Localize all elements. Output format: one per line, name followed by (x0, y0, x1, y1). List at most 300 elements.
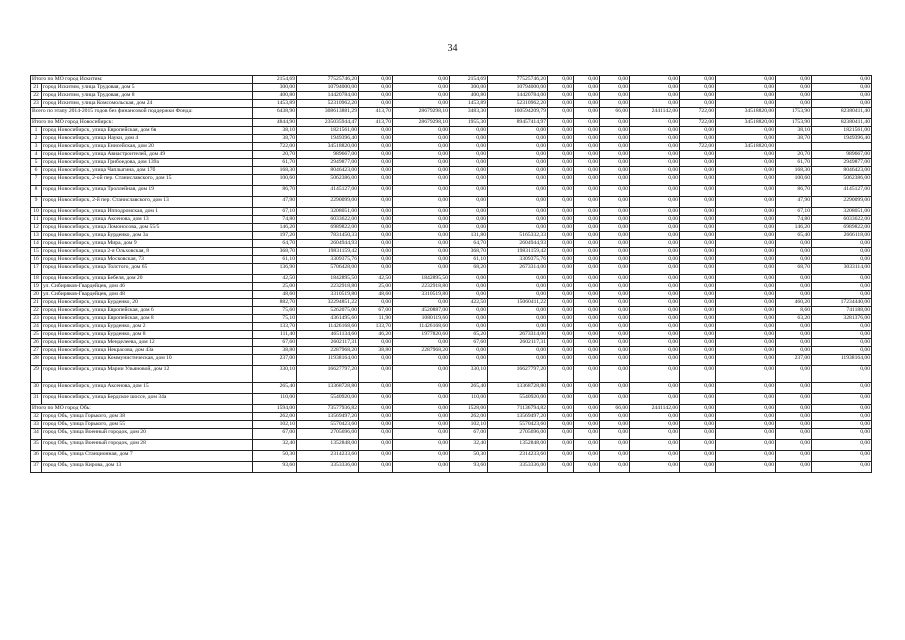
value-cell: 0,00 (548, 339, 574, 347)
value-cell: 0,00 (600, 323, 630, 331)
value-cell: 0,00 (630, 240, 680, 248)
value-cell: 5570423,60 (297, 421, 359, 429)
value-cell: 0,00 (716, 413, 776, 421)
value-cell: 19831159,42 (297, 248, 359, 256)
value-cell: 0,00 (488, 159, 548, 167)
value-cell: 0,00 (548, 159, 574, 167)
value-cell: 330,10 (253, 366, 297, 383)
value-cell: 1594,00 (253, 405, 297, 413)
row-number: 8 (31, 186, 42, 197)
value-cell: 32,40 (253, 440, 297, 451)
row-number: 18 (31, 275, 42, 283)
value-cell: 2290099,00 (812, 197, 872, 208)
value-cell: 0,00 (630, 315, 680, 323)
value-cell: 10794000,00 (297, 84, 359, 92)
address-cell: город Новосибирск, улица Чаплыгина, дом 17б (42, 167, 253, 175)
value-cell: 0,00 (359, 339, 393, 347)
address-cell: ул. Сибиряков-Гвардейцев, дом 46 (42, 283, 253, 291)
value-cell: 0,00 (359, 92, 393, 100)
value-cell: 34518820,00 (297, 143, 359, 151)
value-cell: 0,00 (716, 92, 776, 100)
value-cell: 0,00 (548, 197, 574, 208)
row-number: 14 (31, 240, 42, 248)
value-cell: 0,00 (716, 383, 776, 394)
table-row (31, 248, 872, 256)
address-cell: город Новосибирск, улица Московская, 73 (42, 256, 253, 264)
value-cell: 0,00 (574, 240, 600, 248)
value-cell: 0,00 (548, 151, 574, 159)
value-cell: 0,00 (776, 339, 812, 347)
value-cell: 0,00 (776, 429, 812, 440)
value-cell: 4520887,00 (393, 307, 450, 315)
value-cell: 0,00 (359, 429, 393, 440)
table-row (31, 291, 872, 299)
value-cell: 0,00 (680, 331, 716, 339)
summary-row (31, 119, 872, 127)
value-cell: 0,00 (393, 197, 450, 208)
value-cell: 1453,89 (450, 100, 488, 108)
value-cell: 0,00 (359, 216, 393, 224)
value-cell: 4651134,60 (297, 331, 359, 339)
value-cell: 0,00 (393, 451, 450, 462)
value-cell: 136,90 (253, 264, 297, 275)
value-cell: 0,00 (393, 248, 450, 256)
value-cell: 0,00 (630, 451, 680, 462)
address-cell: город Новосибирск, улица Бердское шоссе, дом 34а (42, 394, 253, 405)
value-cell: 0,00 (630, 383, 680, 394)
value-cell: 2287968,20 (297, 347, 359, 355)
value-cell: 38,10 (776, 127, 812, 135)
value-cell: 38,10 (253, 127, 297, 135)
value-cell: 0,00 (488, 224, 548, 232)
value-cell: 0,00 (680, 186, 716, 197)
value-cell: 0,00 (574, 275, 600, 283)
value-cell: 1842895,50 (297, 275, 359, 283)
value-cell: 0,00 (600, 256, 630, 264)
value-cell: 0,00 (812, 339, 872, 347)
value-cell: 0,00 (393, 405, 450, 413)
value-cell: 0,00 (574, 224, 600, 232)
value-cell: 0,00 (630, 413, 680, 421)
value-cell: 65,40 (776, 232, 812, 240)
value-cell: 48,60 (253, 291, 297, 299)
value-cell: 0,00 (359, 355, 393, 366)
value-cell: 0,00 (548, 440, 574, 451)
value-cell: 0,00 (680, 197, 716, 208)
value-cell: 25,00 (359, 283, 393, 291)
value-cell: 17234440,00 (812, 299, 872, 307)
value-cell: 0,00 (600, 383, 630, 394)
value-cell: 0,00 (450, 283, 488, 291)
value-cell: 0,00 (716, 440, 776, 451)
value-cell: 0,00 (393, 216, 450, 224)
value-cell: 3353336,00 (488, 462, 548, 473)
value-cell: 0,00 (600, 216, 630, 224)
value-cell: 0,00 (680, 451, 716, 462)
value-cell: 0,00 (574, 151, 600, 159)
row-number: 17 (31, 264, 42, 275)
value-cell: 0,00 (574, 451, 600, 462)
value-cell: 0,00 (630, 366, 680, 383)
value-cell: 0,00 (488, 291, 548, 299)
value-cell: 0,00 (488, 355, 548, 366)
value-cell: 0,00 (716, 347, 776, 355)
table-row (31, 429, 872, 440)
value-cell: 0,00 (393, 127, 450, 135)
row-number: 30 (31, 383, 42, 394)
value-cell: 86,70 (253, 186, 297, 197)
value-cell: 93,60 (450, 462, 488, 473)
value-cell: 0,00 (600, 127, 630, 135)
table-row (31, 240, 872, 248)
address-cell: город Обь, улица Горького, дом 55 (42, 421, 253, 429)
table-row (31, 143, 872, 151)
value-cell: 0,00 (488, 135, 548, 143)
value-cell: 0,00 (716, 135, 776, 143)
value-cell: 46,20 (359, 331, 393, 339)
value-cell: 110,00 (253, 394, 297, 405)
value-cell: 0,00 (574, 440, 600, 451)
value-cell: 0,00 (393, 256, 450, 264)
value-cell: 5062386,00 (812, 175, 872, 186)
value-cell: 0,00 (574, 84, 600, 92)
value-cell: 0,00 (359, 151, 393, 159)
value-cell: 4145127,00 (812, 186, 872, 197)
value-cell: 0,00 (812, 248, 872, 256)
value-cell: 0,00 (630, 151, 680, 159)
value-cell: 300,00 (450, 84, 488, 92)
value-cell: 2705696,00 (297, 429, 359, 440)
value-cell: 0,00 (600, 264, 630, 275)
value-cell: 0,00 (630, 429, 680, 440)
value-cell: 0,00 (359, 413, 393, 421)
value-cell: 3208051,00 (812, 208, 872, 216)
value-cell: 13368728,80 (297, 383, 359, 394)
table-row (31, 366, 872, 383)
row-number: 2 (31, 135, 42, 143)
value-cell: 0,00 (630, 216, 680, 224)
value-cell: 0,00 (680, 275, 716, 283)
value-cell: 0,00 (548, 264, 574, 275)
value-cell: 0,00 (600, 307, 630, 315)
address-cell: ул. Сибиряков-Гвардейцев, дом 48 (42, 291, 253, 299)
value-cell: 67,60 (253, 339, 297, 347)
value-cell: 0,00 (393, 366, 450, 383)
value-cell: 67,10 (776, 208, 812, 216)
value-cell: 11938164,00 (812, 355, 872, 366)
value-cell: 2673314,00 (488, 264, 548, 275)
value-cell: 0,00 (393, 151, 450, 159)
value-cell: 0,00 (393, 76, 450, 84)
address-cell: город Новосибирск, улица Ипподромская, дом 1 (42, 208, 253, 216)
value-cell: 0,00 (812, 291, 872, 299)
value-cell: 66,00 (600, 108, 630, 119)
value-cell: 0,00 (600, 299, 630, 307)
value-cell: 1821561,00 (297, 127, 359, 135)
value-cell: 0,00 (359, 167, 393, 175)
value-cell: 0,00 (716, 405, 776, 413)
value-cell: 0,00 (600, 232, 630, 240)
value-cell: 13569497,20 (297, 413, 359, 421)
value-cell: 0,00 (716, 76, 776, 84)
value-cell: 0,00 (630, 135, 680, 143)
value-cell: 6033622,00 (297, 216, 359, 224)
row-number: 3 (31, 143, 42, 151)
value-cell: 0,00 (450, 307, 488, 315)
value-cell: 0,00 (680, 394, 716, 405)
value-cell: 0,00 (359, 394, 393, 405)
value-cell: 0,00 (574, 76, 600, 84)
value-cell: 2604944,93 (297, 240, 359, 248)
address-cell: город Новосибирск, улица Науки, дом 4 (42, 135, 253, 143)
value-cell: 11,90 (359, 315, 393, 323)
value-cell: 0,00 (716, 299, 776, 307)
value-cell: 0,00 (548, 119, 574, 127)
value-cell: 0,00 (776, 394, 812, 405)
value-cell: 0,00 (548, 143, 574, 151)
value-cell: 0,00 (812, 76, 872, 84)
value-cell: 2154,69 (253, 76, 297, 84)
value-cell: 0,00 (359, 186, 393, 197)
value-cell: 0,00 (630, 92, 680, 100)
value-cell: 0,00 (716, 421, 776, 429)
value-cell: 0,00 (812, 283, 872, 291)
value-cell: 237,00 (253, 355, 297, 366)
value-cell: 368,70 (253, 248, 297, 256)
value-cell: 989667,00 (812, 151, 872, 159)
value-cell: 0,00 (600, 275, 630, 283)
value-cell: 0,00 (450, 127, 488, 135)
address-cell: город Новосибирск, 2-ой пер. Станиславского, дом 15 (42, 175, 253, 186)
table-row (31, 394, 872, 405)
address-cell: город Обь, улица Военный городок, дом 20 (42, 429, 253, 440)
value-cell: 0,00 (574, 216, 600, 224)
row-number: 16 (31, 256, 42, 264)
value-cell: 0,00 (548, 355, 574, 366)
value-cell: 0,00 (812, 451, 872, 462)
value-cell: 38,80 (359, 347, 393, 355)
value-cell: 0,00 (393, 440, 450, 451)
value-cell: 6438,90 (253, 108, 297, 119)
value-cell: 0,00 (630, 76, 680, 84)
address-cell: город Новосибирск, улица Бурденко, дом 3а (42, 232, 253, 240)
value-cell: 0,00 (776, 100, 812, 108)
value-cell: 0,00 (359, 264, 393, 275)
address-cell: город Новосибирск, улица Аксенова, дом 15 (42, 383, 253, 394)
value-cell: 1842895,50 (393, 275, 450, 283)
value-cell: 0,00 (680, 175, 716, 186)
value-cell: 0,00 (548, 232, 574, 240)
value-cell: 0,00 (600, 208, 630, 216)
value-cell: 0,00 (488, 216, 548, 224)
summary-row (31, 405, 872, 413)
value-cell: 262,00 (253, 413, 297, 421)
value-cell: 111,40 (253, 331, 297, 339)
row-number: 27 (31, 347, 42, 355)
table-row (31, 135, 872, 143)
value-cell: 0,00 (548, 175, 574, 186)
value-cell: 0,00 (680, 421, 716, 429)
value-cell: 2441142,00 (630, 108, 680, 119)
value-cell: 0,00 (680, 283, 716, 291)
value-cell: 0,00 (716, 197, 776, 208)
value-cell: 2949877,00 (812, 159, 872, 167)
row-number: 20 (31, 291, 42, 299)
value-cell: 0,00 (548, 394, 574, 405)
value-cell: 0,00 (630, 256, 680, 264)
value-cell: 3033114,00 (812, 264, 872, 275)
value-cell (812, 143, 872, 151)
row-number: 12 (31, 224, 42, 232)
value-cell: 0,00 (359, 76, 393, 84)
value-cell: 0,00 (450, 347, 488, 355)
value-cell: 0,00 (716, 275, 776, 283)
value-cell: 3310519,80 (297, 291, 359, 299)
value-cell: 0,00 (716, 248, 776, 256)
value-cell: 400,80 (253, 92, 297, 100)
value-cell: 38,70 (253, 135, 297, 143)
value-cell: 0,00 (716, 323, 776, 331)
value-cell: 0,00 (574, 108, 600, 119)
value-cell: 3309375,76 (488, 256, 548, 264)
value-cell: 0,00 (574, 127, 600, 135)
value-cell: 0,00 (600, 355, 630, 366)
value-cell: 0,00 (680, 135, 716, 143)
summary-row (31, 108, 872, 119)
row-number: 9 (31, 197, 42, 208)
value-cell: 13569497,20 (488, 413, 548, 421)
value-cell: 0,00 (574, 405, 600, 413)
value-cell: 0,00 (574, 366, 600, 383)
row-number: 31 (31, 394, 42, 405)
value-cell: 0,00 (812, 405, 872, 413)
value-cell: 0,00 (680, 299, 716, 307)
value-cell: 0,00 (776, 76, 812, 84)
value-cell: 0,00 (716, 224, 776, 232)
value-cell: 422,50 (450, 299, 488, 307)
address-cell: город Искитим, улица Трудовая, дом 8 (42, 92, 253, 100)
table-row (31, 167, 872, 175)
row-number: 7 (31, 175, 42, 186)
value-cell: 82380411,40 (812, 108, 872, 119)
value-cell: 0,00 (680, 240, 716, 248)
value-cell: 3353336,00 (297, 462, 359, 473)
value-cell: 0,00 (680, 339, 716, 347)
value-cell: 102,10 (450, 421, 488, 429)
value-cell: 0,00 (488, 151, 548, 159)
value-cell: 0,00 (548, 100, 574, 108)
value-cell: 0,00 (680, 167, 716, 175)
value-cell: 28679298,10 (393, 108, 450, 119)
value-cell: 0,00 (680, 366, 716, 383)
value-cell: 0,00 (574, 394, 600, 405)
value-cell: 65,20 (450, 331, 488, 339)
value-cell: 2314233,60 (488, 451, 548, 462)
value-cell: 2602117,31 (488, 339, 548, 347)
value-cell: 0,00 (450, 224, 488, 232)
row-number: 22 (31, 307, 42, 315)
value-cell: 14420784,00 (488, 92, 548, 100)
value-cell: 0,00 (548, 167, 574, 175)
table-row (31, 355, 872, 366)
value-cell: 0,00 (716, 339, 776, 347)
summary-label: Итого по МО город Новосибирск: (31, 119, 253, 127)
value-cell: 0,00 (680, 232, 716, 240)
table-row (31, 127, 872, 135)
table-row (31, 323, 872, 331)
value-cell: 0,00 (393, 240, 450, 248)
value-cell: 0,00 (812, 429, 872, 440)
value-cell: 0,00 (393, 100, 450, 108)
address-cell: город Новосибирск, улица Марии Ульяновой, дом 12 (42, 366, 253, 383)
value-cell: 0,00 (812, 84, 872, 92)
value-cell: 722,00 (680, 108, 716, 119)
value-cell: 0,00 (548, 224, 574, 232)
value-cell: 0,00 (812, 421, 872, 429)
value-cell: 1753,90 (776, 119, 812, 127)
row-number: 21 (31, 299, 42, 307)
value-cell: 0,00 (548, 216, 574, 224)
value-cell: 0,00 (776, 323, 812, 331)
value-cell: 237,00 (776, 355, 812, 366)
value-cell: 0,00 (716, 283, 776, 291)
value-cell: 77525746,20 (297, 76, 359, 84)
value-cell: 3483,30 (450, 108, 488, 119)
value-cell: 0,00 (812, 256, 872, 264)
value-cell: 0,00 (630, 323, 680, 331)
value-cell: 0,00 (716, 291, 776, 299)
value-cell: 11426168,60 (297, 323, 359, 331)
value-cell: 47,90 (253, 197, 297, 208)
row-number: 11 (31, 216, 42, 224)
value-cell: 722,00 (253, 143, 297, 151)
value-cell: 0,00 (776, 347, 812, 355)
value-cell: 0,00 (600, 159, 630, 167)
value-cell: 0,00 (359, 127, 393, 135)
value-cell: 0,00 (488, 175, 548, 186)
value-cell: 0,00 (574, 323, 600, 331)
value-cell: 0,00 (680, 92, 716, 100)
value-cell: 7831450,33 (297, 232, 359, 240)
value-cell: 8046423,00 (297, 167, 359, 175)
value-cell: 5165332,33 (488, 232, 548, 240)
value-cell: 0,00 (812, 331, 872, 339)
value-cell: 0,00 (600, 197, 630, 208)
row-number: 24 (31, 323, 42, 331)
table-row (31, 307, 872, 315)
value-cell: 0,00 (680, 440, 716, 451)
value-cell: 0,00 (450, 175, 488, 186)
value-cell: 0,00 (548, 405, 574, 413)
address-cell: город Новосибирск, улица Некрасова, дом 43а (42, 347, 253, 355)
value-cell: 11938164,00 (297, 355, 359, 366)
address-cell: город Новосибирск, улица Коммунистическая, дом 10 (42, 355, 253, 366)
value-cell: 0,00 (812, 366, 872, 383)
value-cell: 0,00 (393, 413, 450, 421)
value-cell: 722,00 (680, 119, 716, 127)
row-number: 29 (31, 366, 42, 383)
value-cell: 0,00 (450, 208, 488, 216)
value-cell: 0,00 (548, 275, 574, 283)
value-cell: 0,00 (548, 283, 574, 291)
value-cell: 0,00 (630, 291, 680, 299)
value-cell: 0,00 (359, 143, 393, 151)
address-cell: город Искитим, улица Трудовая, дом 5 (42, 84, 253, 92)
value-cell: 0,00 (450, 323, 488, 331)
value-cell: 0,00 (488, 347, 548, 355)
value-cell: 0,00 (630, 299, 680, 307)
value-cell: 0,00 (359, 405, 393, 413)
